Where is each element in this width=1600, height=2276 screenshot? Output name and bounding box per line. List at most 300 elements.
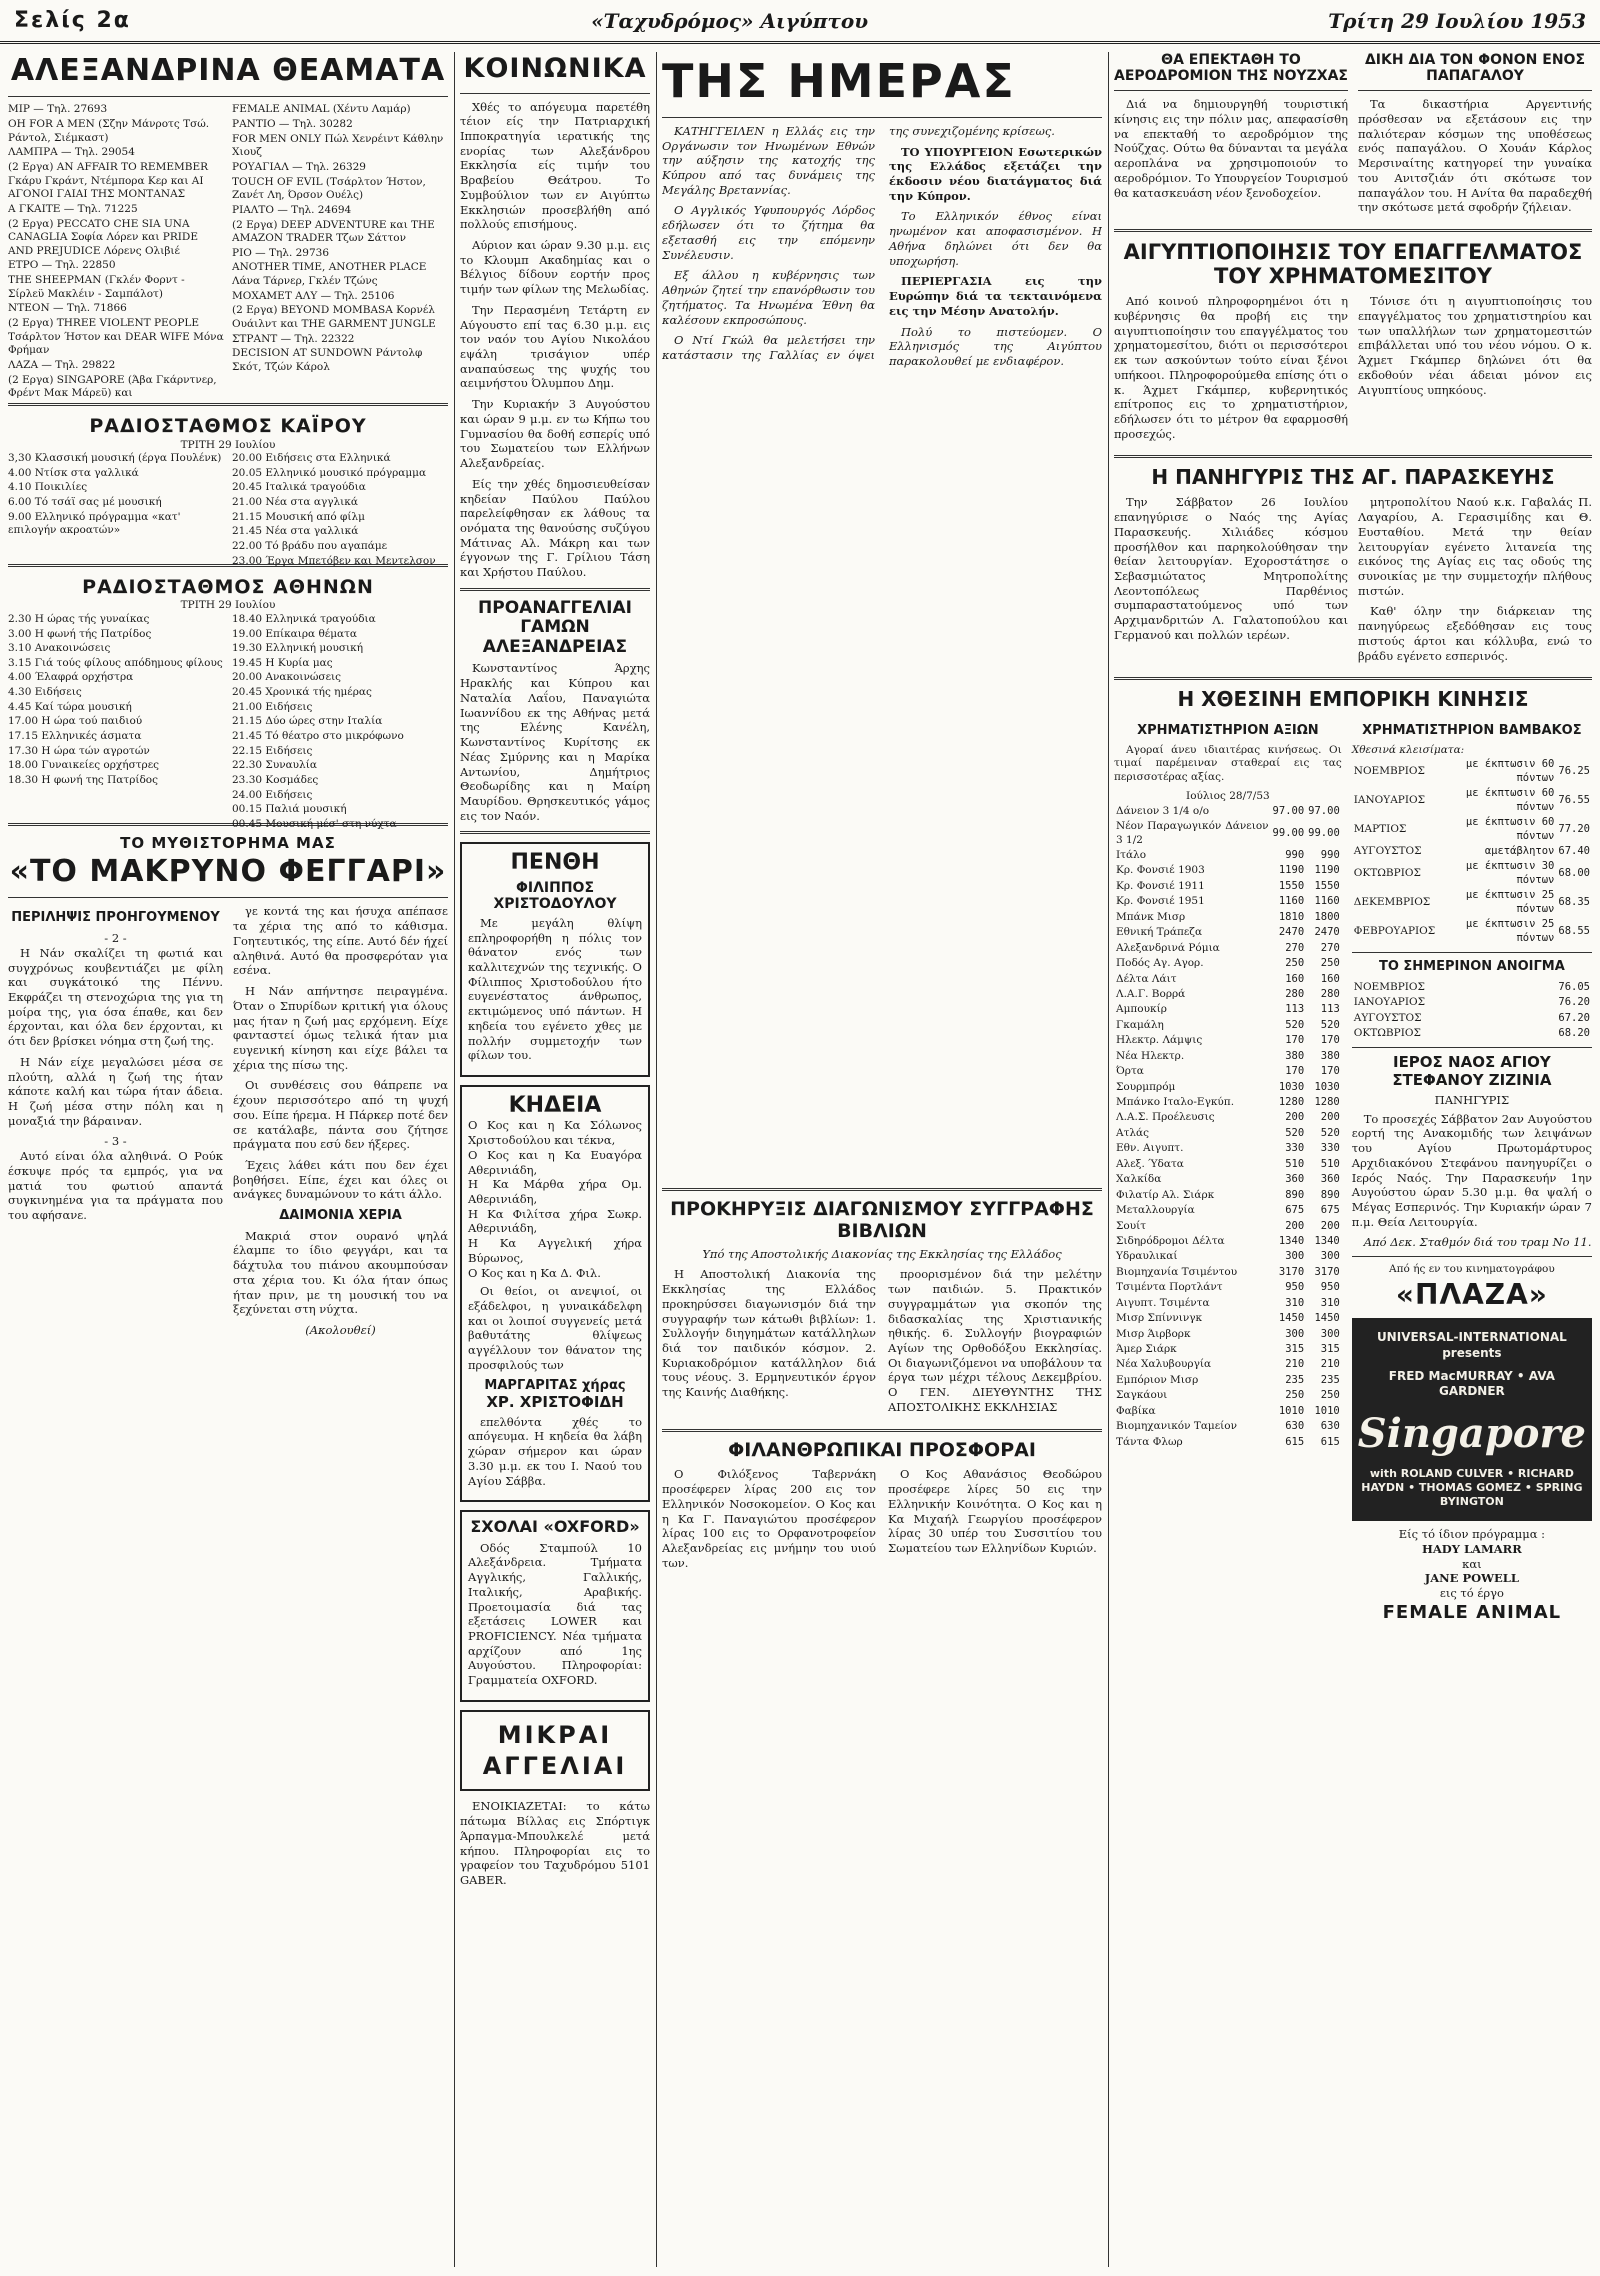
funerals-text: Οι θείοι, οι ανεψιοί, οι εξάδελφοι, η γυναικάδελφη και οι λοιποί συγγενείς μετά βαθυτάτης θλίψεως αγγέλλουν τον θάνατον της προσφιλούς των (468, 1284, 642, 1372)
plaza-co4: εις τό έργο (1439, 1586, 1504, 1601)
competition-left: Η Αποστολική Διακονία της Εκκλησίας της Ελλάδος προκηρύσσει διαγωνισμόν διά την συγγραφήν των κάτωθι βιβλίων: 1. Συλλογήν διηγημάτων κατάλληλων διά τον παιδικόν κόσμον. 2. Κυριακοδρόμιον κατάλληλον διά τους νέους. 3. Ερμηνευτικόν έργον της Καινής Διαθήκης. (662, 1267, 876, 1400)
widow-name: ΧΡ. ΧΡΙΣΤΟΦΙΔΗ (486, 1392, 624, 1411)
cotton-sub: Χθεσινά κλεισίματα: (1351, 743, 1465, 756)
radio-athens-right (232, 612, 448, 830)
daily-subhead: ΤΟ ΥΠΟΥΡΓΕΙΟΝ Εσωτερικών της Ελλάδος εξετάζει την έκδοσιν νέου διατάγματος διά την Κύπρον. (889, 144, 1102, 203)
cotton-row (1352, 757, 1592, 786)
stock-row (1114, 1172, 1342, 1187)
radio-slot: 4.00 Ντίσκ στα γαλλικά (8, 466, 139, 479)
stock-row-cell: Νέα Χαλυβουργία (1116, 1358, 1212, 1371)
radio-slot: 23.00 Έργα Μπετόβεν και Μεντελσον (232, 554, 436, 567)
radio-slot: 00.45 Μουσική μέσ' στη νύχτα (232, 817, 397, 830)
plaza-co2: και (1462, 1556, 1482, 1571)
stock-row-cell: 2470 (1314, 926, 1340, 939)
cotton-row-cell: αμετάβλητον (1484, 845, 1555, 857)
novel-paragraph: Οι συνθέσεις σου θάπρεπε να έχουν περισσότερο από τη ψυχή σου. Είπε ήρεμα. Η Πάρκερ ποτέ δεν σε κατάλαβε, πάντα σου ζήτησε πράγματα που εσύ δεν ήξερες. (233, 1078, 448, 1152)
competition-section (662, 1180, 1102, 2260)
stock-row-cell: 1160 (1314, 895, 1340, 908)
stock-row-cell: 3170 (1314, 1265, 1340, 1278)
stock-row-cell: 160 (1285, 972, 1305, 985)
stock-row-cell: Τσιμέντα Πορτλάντ (1116, 1281, 1223, 1294)
stock-row-cell: 97.00 (1308, 804, 1340, 817)
funeral-lines (468, 1118, 642, 1280)
stock-row-cell: 360 (1320, 1173, 1340, 1186)
novel-paragraph: Μακριά στον ουρανό ψηλά έλαμπε το ίδιο φεγγάρι, και τα δάχτυλα του πιάνου ακουμπούσαν στα χέρια του. Κι όλα ήταν όπως ήταν πριν, με τη μουσική του να ξεχύνεται στη νύχτα. (233, 1228, 448, 1317)
radio-slot: 17.30 Η ώρα τών αγροτών (8, 744, 150, 757)
novel-paragraph: Η Νάν απήντησε πειραγμένα. Όταν ο Σπυρίδων κριτική για όλους μας ήταν η ζωή μας ερχόμενη. Είχε φανταστεί όμως τελικά ήταν μια ευγενική κίνηση και είχε βάλει τα χέρια της πίσω της. (233, 984, 448, 1072)
stock-row-cell: 300 (1320, 1250, 1340, 1263)
today-row-cell: ΑΥΓΟΥΣΤΟΣ (1353, 1011, 1422, 1024)
page-number: Σελίς 2α (14, 8, 131, 33)
radio-slot: 3,30 Κλασσική μουσική (έργα Πουλένκ) (8, 452, 222, 465)
cotton-row-cell: με έκπτωσιν 25 πόντων (1465, 889, 1555, 915)
stock-row-cell: 270 (1320, 941, 1340, 954)
stock-row-cell: Νέον Παραγωγικόν Δάνειον 3 1/2 (1116, 820, 1269, 846)
widow-name-line: ΜΑΡΓΑΡΙΤΑΣ χήρας (484, 1377, 626, 1393)
ad-stars: FRED MacMURRAY • AVA GARDNER (1388, 1369, 1555, 1399)
column-2 (460, 52, 650, 2267)
novel-paragraph: Έχεις λάθει κάτι που δεν έχει βοηθήσει. Είπε, έχει και όλες οι ανάγκες δυναμώνουν το κάτι άλλο. (233, 1157, 448, 1202)
stock-row-cell: Δέλτα Λάιτ (1116, 972, 1177, 985)
cinemas-left (8, 103, 224, 400)
funeral-line: Η Κα Φιλίτσα χήρα Σωκρ. Αθερινιάδη, (468, 1206, 642, 1236)
stock-row (1114, 1388, 1342, 1403)
stock-row (1114, 1049, 1342, 1064)
radio-slot: 4.30 Ειδήσεις (8, 686, 82, 699)
oxford-text: Οδός Σταμπούλ 10 Αλεξάνδρεια. Τμήματα Αγγλικής, Γαλλικής, Ιταλικής, Αραβικής. Προετοιμασία διά τας εξετάσεις LOWER και PROFICIENCY. Νέα τμήματα αρχίζουν από 1ης Αυγούστου. Πληροφορίαι: Γραμματεία OXFORD. (468, 1540, 642, 1688)
stocks-date: Ιούλιος 28/7/53 (1186, 790, 1270, 803)
stockbrokers-title: ΑΙΓΥΠΤΙΟΠΟΙΗΣΙΣ ΤΟΥ ΕΠΑΓΓΕΛΜΑΤΟΣ ΤΟΥ ΧΡΗΜΑΤΟΜΕΣΙΤΟΥ (1123, 239, 1583, 289)
today-head: ΤΟ ΣΗΜΕΡΙΝΟΝ ΑΝΟΙΓΜΑ (1378, 959, 1565, 975)
stock-row-cell: 1340 (1314, 1234, 1340, 1247)
social-item: Είς την χθές δημοσιευθείσαν κηδείαν Παύλου Παύλου παρελείφθησαν εκ λάθους τα ονόματα της θανούσης συζύγου Μάτινας Αλ. Μάκρη και των έγγονων της Γ. Γρίλιου Τάση και Χρήστου Παύλου. (460, 476, 650, 580)
stock-row-cell: Μεταλλουργία (1116, 1204, 1195, 1217)
cotton-row-cell: ΟΚΤΩΒΡΙΟΣ (1353, 867, 1421, 880)
stock-row-cell: 280 (1320, 987, 1340, 1000)
stock-row (1114, 1126, 1342, 1141)
stock-row-cell: 250 (1285, 957, 1305, 970)
stock-row-cell: 250 (1320, 1389, 1340, 1402)
stock-row (1114, 1064, 1342, 1079)
stock-row-cell: Φιλατίρ Αλ. Σιάρκ (1116, 1188, 1215, 1201)
cotton-row-cell: 67.40 (1558, 845, 1590, 857)
social-item: Την Κυριακήν 3 Αυγούστου και ώραν 9 μ.μ. εν τω Κήπω του Γυμνασίου θα δοθή εσπερίς υπό του Σωματείου των Ελλήνων Αλεξανδρείας. (460, 397, 650, 471)
stock-row (1114, 1157, 1342, 1172)
cinema-listing: ΡΟΥΑΓΙΑΛ — Τηλ. 26329 (232, 160, 366, 173)
radio-slot: 20.00 Ειδήσεις στα Ελληνικά (232, 452, 391, 465)
cinema-listing: (2 Εργα) DEEP ADVENTURE και THE AMAZON TRADER Τζων Σάττον (232, 218, 435, 245)
today-row (1352, 980, 1592, 995)
church-text: Το προσεχές Σάββατον 2αν Αυγούστου εορτή της Ανακομιδής των λειψάνων του Αγίου Πρωτομάρτυρος Αρχιδιακόνου Στεφάνου πανηγυρίζει ο Ιερός Ναός. Την Παρασκευήν 1ην Αυγούστου ώραν 5.30 μ.μ. θα ψαλή ο Μέγας Εσπερινός. Την Κυριακήν ώραν 7 π.μ. Θεία Λειτουργία. (1351, 1111, 1592, 1229)
weddings-title: ΠΡΟΑΝΑΓΓΕΛΙΑΙ ΓΑΜΩΝ ΑΛΕΞΑΝΔΡΕΙΑΣ (478, 597, 632, 657)
stock-row-cell: Νέα Ηλεκτρ. (1116, 1049, 1185, 1062)
radio-slot: 4.45 Καί τώρα μουσική (8, 700, 132, 713)
today-row (1352, 1026, 1592, 1041)
stock-row-cell: 1190 (1314, 864, 1340, 877)
plaza-co1: HADY LAMARR (1422, 1541, 1522, 1556)
widow-text: επελθόντα χθές το απόγευμα. Η κηδεία θα λάβη χώραν σήμερον και ώραν 3.30 μ.μ. εκ του Ι. Ναού του Αγίου Σάββα. (468, 1414, 642, 1488)
stock-row-cell: 235 (1320, 1373, 1340, 1386)
stock-row (1114, 1002, 1342, 1017)
stock-row-cell: 250 (1285, 1389, 1305, 1402)
cotton-row-cell: 68.35 (1558, 896, 1590, 909)
stock-row (1114, 1435, 1342, 1450)
stock-row-cell: Δάνειον 3 1/4 ο/ο (1116, 804, 1210, 817)
stock-row-cell: 315 (1320, 1343, 1340, 1355)
cotton-head: ΧΡΗΜΑΤΙΣΤΗΡΙΟΝ ΒΑΜΒΑΚΟΣ (1362, 723, 1582, 739)
daily-paragraph: Ο Ντί Γκώλ θα μελετήσει την κατάστασιν της Γαλλίας εν όψει της συνεχιζομένης κρίσεως. (662, 123, 1055, 362)
competition-right: προορισμένον διά την μελέτην των παιδιών. 5. Πρακτικόν συγγραμμάτων για σκοπόν της διδασκαλίας της Χριστιανικής ηθικής. 6. Συλλογήν βιογραφιών Αγίων της Ορθοδόξου Εκκλησίας. Οι διαγωνιζόμενοι να υποβάλουν τα έργα των μέχρι τέλους Δεκεμβρίου. Ο ΓΕΝ. ΔΙΕΥΘΥΝΤΗΣ ΤΗΣ ΑΠΟΣΤΟΛΙΚΗΣ ΕΚΚΛΗΣΙΑΣ (888, 1267, 1102, 1414)
mourning-name: ΦΙΛΙΠΠΟΣ ΧΡΙΣΤΟΔΟΥΛΟΥ (493, 879, 617, 912)
novel-kicker: ΤΟ ΜΥΘΙΣΤΟΡΗΜΑ ΜΑΣ (120, 833, 336, 852)
novel-subhead: ΔΑΙΜΟΝΙΑ ΧΕΡΙΑ (279, 1208, 402, 1224)
radio-cairo-right (232, 452, 448, 567)
cinema-listing: ΡΑΝΤΙΟ — Τηλ. 30282 (232, 118, 353, 131)
stock-row (1114, 987, 1342, 1002)
cotton-row-cell: ΙΑΝΟΥΑΡΙΟΣ (1353, 793, 1426, 806)
stock-row-cell: 615 (1285, 1435, 1305, 1448)
stock-row-cell: Αλεξανδρινά Ρόμια (1116, 941, 1220, 954)
stock-row-cell: Σαγκάουι (1116, 1389, 1168, 1402)
novel-title: «ΤΟ ΜΑΚΡΥΝΟ ΦΕΓΓΑΡΙ» (9, 854, 447, 890)
stock-row-cell: Αιγυπτ. Τσιμέντα (1116, 1296, 1210, 1309)
cinema-listing: FOR MEN ONLY Πώλ Χενρέιντ Κάθλην Χιουζ (232, 132, 444, 159)
cinema-listing: THE SHEEPMAN (Γκλέν Φορντ - Σίρλεϋ Μακλέιν - Σαμπάλοτ) (8, 274, 185, 300)
cinema-listing: Α ΓΚΑΙΤΕ — Τηλ. 71225 (8, 202, 138, 215)
cinema-listing: TOUCH OF EVIL (Τσάρλτον Ήστον, Ζανέτ Λη, Όρσον Ουέλς) (232, 175, 426, 202)
social-item: Χθές το απόγευμα παρετέθη τέιον είς την Πατριαρχική Ιπποκρατηγία ιερατικής της ενορίας των Αλεξάνδρου Εκκλησία είς τιμήν του Βραβείου Θεάτρου. Το Συμβούλιον των εν Αιγύπτω Εκκλησιών προσεβλήθη από πολλούς επισήμους. (460, 99, 650, 232)
cotton-row-cell: με έκπτωσιν 60 πόντων (1465, 758, 1555, 784)
issue-date: Τρίτη 29 Ιουλίου 1953 (1328, 8, 1586, 33)
stock-row-cell: 615 (1320, 1435, 1340, 1448)
stock-row (1114, 1311, 1342, 1326)
stock-row (1114, 1141, 1342, 1156)
ad-cast: with ROLAND CULVER • RICHARD HAYDN • THOMAS GOMEZ • SPRING BYINGTON (1361, 1467, 1583, 1509)
stock-row-cell: 250 (1320, 957, 1340, 970)
stockbrokers-left: Από κοινού πληροφορημένοι ότι η κυβέρνησις θα προβή εις την αιγυπτιοποίησιν του επαγγέλματος του χρηματομεσίτου, διότι οι περισσότεροι εκ των ασκούντων τούτο είναι ξένοι υπήκοοι. Πληροφορούμεθα επίσης ότι ο κ. Άχμετ Γκάμπερ, κυβερνητικός επίτροπος εις το χρηματιστήριον, εδήλωσεν ότι το μέτρον θα εφαρμοσθή προσεχώς. (1114, 294, 1348, 441)
stock-row-cell: 113 (1320, 1003, 1340, 1016)
mourning-text: Με μεγάλη θλίψη επληροφορήθη η πόλις τον θάνατον ενός των καλλιτεχνών της τεχνικής. Ο Φίλιππος Χριστοδούλου ήτο ευγενέστατος άνθρωπος, εκτιμώμενος υπό πάντων. Η κηδεία του εγένετο χθες με πολλήν συμμετοχήν των φίλων του. (468, 915, 642, 1063)
radio-slot: 20.05 Ελληνικό μουσικό πρόγραμμα (232, 466, 427, 479)
radio-slot: 21.15 Δύο ώρες στην Ιταλία (232, 715, 383, 728)
stock-row-cell: 300 (1320, 1327, 1340, 1340)
stock-row-cell: 510 (1285, 1157, 1305, 1170)
stocks-head: ΧΡΗΜΑΤΙΣΤΗΡΙΟΝ ΑΞΙΩΝ (1137, 723, 1319, 739)
column-3 (662, 52, 1102, 1172)
stock-row-cell: 3170 (1278, 1265, 1305, 1278)
stock-row-cell: 99.00 (1272, 826, 1305, 839)
cinemas-title: ΑΛΕΞΑΝΔΡΙΝΑ ΘΕΑΜΑΤΑ (10, 53, 446, 88)
radio-slot: 22.00 Τό βράδυ που αγαπάμε (232, 539, 388, 552)
cotton-row-cell: 77.20 (1558, 822, 1590, 835)
stock-row (1114, 804, 1342, 819)
trial-text: Τα δικαστήρια Αργεντινής πρόσθεσαν να εξετάσουν εις την παλιότεραν κόσμων της υποθέσεως ενός παπαγάλου. Ο Χουάν Κάρλος Μερσιναίτης κατηγορεί την γυναίκα του Ανιτσζιάν ότι σκότωσε τον παπαγάλον του. Η Ανίτα θα παραδεχθή την σκότωσε μετά σφοδρήν ζήλειαν. (1358, 97, 1592, 215)
stock-row (1114, 1234, 1342, 1249)
feast-left: Την Σάββατον 26 Ιουλίου επανηγύρισε ο Ναός της Αγίας Παρασκευής. Χιλιάδες κόσμου προσήλθον και παρηκολούθησαν την θείαν λειτουργίαν. Εχοροστάτησε ο Σεβασμιώτατος Μητροπολίτης Λεοντοπόλεως Παρθένιος συμπαραστατούμενος υπό των Αρχιμανδριτών Λ. Γαλατοπούλου και Γερμανού και πολλών ιερέων. (1114, 495, 1348, 642)
column-right (1114, 52, 1592, 2267)
stock-row (1114, 1095, 1342, 1110)
stock-row-cell: 200 (1285, 1111, 1305, 1124)
social-title: ΚΟΙΝΩΝΙΚΑ (463, 53, 647, 84)
today-row-cell: 68.20 (1558, 1027, 1590, 1039)
cotton-row (1352, 786, 1592, 815)
church-title: ΙΕΡΟΣ ΝΑΟΣ ΑΓΙΟΥ ΣΤΕΦΑΝΟΥ ΖΙΖΙΝΙΑ (1392, 1053, 1552, 1089)
cinema-listing: DECISION AT SUNDOWN Ράντολφ Σκότ, Τζών Κάρολ (232, 347, 423, 373)
radio-slot: 20.45 Χρονικά τής ημέρας (232, 686, 372, 699)
oxford-title: ΣΧΟΛΑΙ «OXFORD» (470, 1517, 640, 1537)
stock-row-cell: 170 (1320, 1034, 1340, 1047)
donations-left: Ο Φιλόξενος Ταβερνάκη προσέφερεν λίρας 200 εις τον Ελληνικόν Νοσοκομείον. Ο Κος και η Κα Γ. Παναγιώτου προσέφερον λίρας 100 εις το Ορφανοτροφείον Αλεξανδρείας εις μνήμην του υιού των. (662, 1467, 876, 1570)
stock-row (1114, 1219, 1342, 1234)
ad-studio: UNIVERSAL-INTERNATIONAL presents (1376, 1330, 1567, 1360)
radio-athens-left (8, 613, 224, 815)
plaza-title: «ΠΛΑΖΑ» (1395, 1277, 1548, 1311)
stock-row (1114, 925, 1342, 940)
donations-title: ΦΙΛΑΝΘΡΩΠΙΚΑΙ ΠΡΟΣΦΟΡΑΙ (728, 1438, 1036, 1461)
cinema-listing: (2 Εργα) SINGAPORE (Άβα Γκάρντνερ, Φρέντ Μακ Μάρεϋ) και (8, 373, 217, 400)
stock-row-cell: 1030 (1278, 1080, 1305, 1093)
radio-slot: 22.30 Συναυλία (232, 759, 317, 772)
stock-row-cell: Μπάνκ Μισρ (1116, 910, 1186, 923)
cinema-listing: ΡΙΟ — Τηλ. 29736 (232, 246, 330, 259)
stock-row-cell: 2470 (1278, 926, 1305, 939)
today-row-cell: 76.20 (1558, 996, 1590, 1009)
stock-row-cell: 170 (1285, 1034, 1305, 1047)
stock-row-cell: 210 (1285, 1358, 1305, 1371)
stock-row-cell: 380 (1285, 1049, 1305, 1062)
today-row-cell: ΙΑΝΟΥΑΡΙΟΣ (1353, 996, 1426, 1009)
today-table (1352, 980, 1592, 1042)
stock-row (1114, 1296, 1342, 1311)
stock-row-cell: 1010 (1278, 1404, 1305, 1417)
cotton-row-cell: ΦΕΒΡΟΥΑΡΙΟΣ (1353, 924, 1436, 937)
today-row-cell: ΝΟΕΜΒΡΙΟΣ (1353, 980, 1425, 993)
stock-row-cell: 1450 (1278, 1312, 1305, 1325)
today-row-cell: 67.20 (1558, 1011, 1590, 1024)
commerce-title: Η ΧΘΕΣΙΝΗ ΕΜΠΟΡΙΚΗ ΚΙΝΗΣΙΣ (1177, 687, 1529, 712)
stock-row-cell: Άμερ Σιάρκ (1116, 1343, 1177, 1355)
radio-cairo-left (8, 452, 224, 556)
stock-row-cell: 380 (1320, 1049, 1340, 1062)
cinema-listing: ΡΙΑΛΤΟ — Τηλ. 24694 (232, 203, 352, 216)
radio-slot: 18.30 Η φωνή της Πατρίδος (8, 773, 159, 786)
today-row-cell: ΟΚΤΩΒΡΙΟΣ (1353, 1027, 1421, 1039)
funeral-line: Ο Κος και η Κα Σόλωνος Χριστοδούλου και τέκνα, (468, 1118, 642, 1148)
radio-slot: 4.10 Ποικιλίες (8, 481, 88, 494)
stock-row-cell: Εθνική Τράπεζα (1116, 926, 1203, 939)
social-item: Την Περασμένη Τετάρτη εν Αύγουστο επί τας 6.30 μ.μ. εις τον ναόν του Αγίου Νικολάου εψάλη τρισάγιον υπέρ αναπαύσεως της ψυχής του αειμνήστου Όλυμπου Δημ. (460, 302, 650, 391)
stock-row-cell: Σιδηρόδρομοι Δέλτα (1116, 1234, 1225, 1247)
funeral-line: Ο Κος και η Κα Δ. Φιλ. (468, 1265, 601, 1280)
radio-slot: 19.00 Επίκαιρα θέματα (232, 627, 358, 640)
stock-row-cell: 280 (1285, 987, 1305, 1000)
stock-row-cell: Αλεξ. Ύδατα (1116, 1157, 1184, 1170)
stock-row-cell: 1280 (1278, 1096, 1305, 1108)
cinema-listing: ΝΤΕΟΝ — Τηλ. 71866 (8, 302, 127, 315)
cinema-listing: ΜΙΡ — Τηλ. 27693 (8, 103, 108, 116)
cinema-listing: ΜΟΧΑΜΕΤ ΑΛΥ — Τηλ. 25106 (232, 289, 395, 302)
radio-slot: 19.45 Η Κυρία μας (232, 656, 333, 669)
stock-row-cell: Βιομηχανικόν Ταμείον (1116, 1420, 1238, 1433)
radio-slot: 24.00 Ειδήσεις (232, 788, 313, 801)
stock-row (1114, 1357, 1342, 1372)
daily-paragraph: Ο Αγγλικός Υφυπουργός Λόρδος εδήλωσεν ότι το ζήτημα θα εξετασθή εις την επόμενην Συνέλευσιν. (662, 203, 875, 262)
donations-right: Ο Κος Αθανάσιος Θεοδώρου προσέφερε λίρες 50 εις την Ελληνικήν Κοινότητα. Ο Κος και η Κα Μιχαήλ Γεωργίου προσέφερον λίρας 30 υπέρ του Συσσιτίου του Σωματείου των Ελληνίδων Κυριών. (888, 1467, 1102, 1556)
stock-row-cell: 520 (1285, 1018, 1305, 1031)
ad-film-title: Singapore (1357, 1409, 1586, 1457)
stock-row (1114, 1280, 1342, 1295)
novel-part2-no: - 3 - (104, 1134, 127, 1149)
radio-slot: 6.00 Τό τσάϊ σας μέ μουσική (8, 496, 162, 509)
stock-row (1114, 910, 1342, 925)
stock-row (1114, 941, 1342, 956)
stock-row-cell: 1810 (1278, 910, 1305, 923)
mourning-title: ΠΕΝΘΗ (510, 850, 600, 876)
stock-row-cell: Ατλάς (1116, 1126, 1150, 1139)
classifieds-title: ΜΙΚΡΑΙ ΑΓΓΕΛΙΑΙ (460, 1710, 650, 1791)
social-item: Αύριον και ώραν 9.30 μ.μ. εις το Κλουμπ Ακαδημίας και ο Βέλγιος δίδουν εορτήν προς τιμήν των φίλων της Μελωδίας. (460, 238, 650, 297)
radio-athens-schedule (8, 612, 448, 830)
radio-slot: 3.15 Γιά τούς φίλους απόδημους φίλους (8, 656, 223, 669)
stock-row-cell: Ηλεκτρ. Λάμψις (1116, 1034, 1203, 1047)
stock-row-cell: 1030 (1314, 1080, 1340, 1093)
cinema-listing: ΕΤΡΟ — Τηλ. 22850 (8, 259, 116, 272)
stock-row-cell: Φαβίκα (1116, 1404, 1156, 1417)
stock-row-cell: 890 (1320, 1188, 1340, 1201)
cinema-listing: (2 Εργα) PECCATO CHE SIA UNA CANAGLIA Σοφία Λόρεν και PRIDE AND PREJUDICE Λόρενς Ολιβιέ (8, 217, 199, 257)
stock-row (1114, 1188, 1342, 1203)
plaza-intro: Από ής εν του κινηματογράφου (1389, 1263, 1555, 1276)
stock-row-cell: 510 (1320, 1157, 1340, 1170)
stock-row-cell: 310 (1320, 1296, 1340, 1309)
radio-slot: 9.00 Ελληνικό πρόγραμμα «κατ' επιλογήν ακροατών» (8, 510, 181, 537)
church-route: Από Δεκ. Σταθμόν διά του τραμ Νο 11. (1363, 1235, 1592, 1250)
stock-row (1114, 1327, 1342, 1342)
masthead (0, 0, 1600, 44)
plaza-program: Είς τό ίδιον πρόγραμμα : (1398, 1527, 1546, 1542)
cotton-row (1352, 844, 1592, 859)
novel-paragraph: Η Νάν είχε μεγαλώσει μέσα σε πλούτη, αλλά η ζωή της ήταν κάποτε καλή και τώρα ήταν άδεια. Η ζωή μέσα στην πόλη και η μοναξιά την βάραιναν. (8, 1054, 223, 1128)
feast-title: Η ΠΑΝΗΓΥΡΙΣ ΤΗΣ ΑΓ. ΠΑΡΑΣΚΕΥΗΣ (1151, 465, 1555, 490)
stock-row-cell: Ιτάλο (1116, 849, 1147, 861)
novel-paragraph: Η Νάν σκαλίζει τη φωτιά και συγχρόνως κουβεντιάζει με φίλη και συγκάτοικό της Πέννυ. Εκφράζει τη στενοχώρια της για τη μοίρα της, για όσα έπαθε, και δεν έρχονται, και όλα δεν έρχονται, κι ότι δεν βρίσκει νόημα στη ζωή της. (8, 945, 223, 1049)
cotton-row-cell: 68.00 (1558, 867, 1590, 880)
stock-row (1114, 1419, 1342, 1434)
radio-slot: 22.15 Ειδήσεις (232, 744, 313, 757)
funeral-line: Η Κα Μάρθα χήρα Ομ. Αθερινιάδη, (468, 1177, 642, 1206)
stock-row-cell: 950 (1285, 1281, 1305, 1294)
column-1 (8, 52, 448, 2267)
feast-right: μητροπολίτου Ναού κ.κ. Γαβαλάς Π. Λαγαρίου, Α. Γερασιμίδης και Θ. Ευσταθίου. Μετά την θείαν λειτουργίαν εγένετο λιτανεία της εικόνος της Αγίας εις τας οδούς της συνοικίας με την συμμετοχήν πλήθους πιστών. (1358, 495, 1592, 598)
stocks-intro: Αγοραί άνευ ιδιαιτέρας κινήσεως. Οι τιμαί παρέμειναν σταθεραί εις τας περισσοτέρας αξίας. (1114, 743, 1342, 783)
stock-row-cell: 200 (1285, 1219, 1305, 1232)
daily-paragraph: ΚΑΤΗΓΓΕΙΛΕΝ η Ελλάς εις την Οργάνωσιν τον Ηνωμένων Εθνών την αύξησιν της κατοχής της Κύπρου από τας δυνάμεις της Μεγάλης Βρεταννίας. (662, 123, 875, 197)
cotton-row-cell: με έκπτωσιν 60 πόντων (1465, 787, 1555, 813)
radio-athens-title: ΡΑΔΙΟΣΤΑΘΜΟΣ ΑΘΗΝΩΝ (82, 576, 374, 599)
classifieds-text: ΕΝΟΙΚΙΑΖΕΤΑΙ: το κάτω πάτωμα Βίλλας εις Σπόρτιγκ Άρπαγμα-Μπουλκελέ μετά κήπου. Πληροφορίαι εις το γραφείον του Ταχυδρόμου 5101 GABER. (460, 1799, 650, 1887)
cinema-listing: ΛΑΖΑ — Τηλ. 29822 (8, 358, 116, 371)
stock-row-cell: Εθν. Αιγυπτ. (1116, 1142, 1184, 1155)
stock-row-cell: Κρ. Φονσιέ 1951 (1116, 895, 1205, 908)
stock-row-cell: 1160 (1278, 895, 1305, 908)
stock-row-cell: 630 (1320, 1420, 1340, 1433)
cotton-row (1352, 917, 1592, 946)
cotton-row-cell: 68.55 (1558, 924, 1590, 937)
cinema-listing: (2 Εργα) BEYOND MOMBASA Κορνέλ Ουάιλντ και THE GARMENT JUNGLE (232, 304, 436, 330)
stock-row-cell: 990 (1285, 849, 1305, 861)
stock-row-cell: 1550 (1278, 879, 1305, 892)
stock-row-cell: 97.00 (1272, 804, 1305, 817)
stock-row-cell: 1190 (1278, 864, 1305, 877)
stockbrokers-right: Τόνισε ότι η αιγυπτιοποίησις του επαγγέλματος του χρηματιστηρίου και των υπαλλήλων των χρηματομεσιτών επιβάλλεται υπό του νέου νόμου. Ο κ. Άχμετ Γκάμπερ δηλώνει ότι θα εκδοθούν νέαι άδειαι μόνον εις Αιγυπτίους υπηκόους. (1358, 294, 1592, 397)
radio-cairo-day: ΤΡΙΤΗ 29 Ιουλίου (180, 438, 276, 451)
stocks-table (1114, 804, 1342, 1450)
stock-row-cell: Αμπουκίρ (1116, 1003, 1167, 1016)
radio-slot: 19.30 Ελληνική μουσική (232, 642, 364, 655)
radio-athens-day: ΤΡΙΤΗ 29 Ιουλίου (180, 599, 276, 612)
stock-row-cell: Μπάνκο Ιταλο-Εγκύπ. (1116, 1096, 1235, 1108)
stock-row-cell: 630 (1285, 1420, 1305, 1433)
cotton-row-cell: ΔΕΚΕΜΒΡΙΟΣ (1353, 896, 1431, 909)
stock-row-cell: 1550 (1314, 879, 1340, 892)
stock-row-cell: Κρ. Φονσιέ 1911 (1116, 879, 1205, 892)
paper-name: «Ταχυδρόμος» Αιγύπτου (591, 8, 869, 33)
radio-slot: 00.15 Παλιά μουσική (232, 803, 347, 816)
daily-title: ΤΗΣ ΗΜΕΡΑΣ (662, 54, 1016, 108)
competition-title: ΠΡΟΚΗΡΥΞΙΣ ΔΙΑΓΩΝΙΣΜΟΥ ΣΥΓΓΡΑΦΗΣ ΒΙΒΛΙΩΝ (670, 1198, 1094, 1242)
today-row (1352, 1011, 1592, 1026)
stock-row-cell: 235 (1285, 1373, 1305, 1386)
cotton-row-cell: ΝΟΕΜΒΡΙΟΣ (1353, 765, 1425, 778)
stock-row-cell: Κρ. Φονσιέ 1903 (1116, 864, 1205, 877)
stock-row-cell: Λ.Α.Σ. Προέλευσις (1116, 1111, 1215, 1124)
airport-text: Διά να δημιουργηθή τουριστική κίνησις εις την πόλιν μας, απεφασίσθη να επεκταθή το αεροδρόμιον της Νούζχας. Ούτω θα δύνανται τα μεγάλα αεροπλάνα να χρησιμοποιούν το αεροδρόμιον. Το Υπουργείον Τουρισμού θα κατασκευάση νέον ξενοδοχείον. (1114, 97, 1348, 200)
stock-row-cell: 520 (1285, 1126, 1305, 1139)
stock-row (1114, 1265, 1342, 1280)
radio-slot: 21.00 Ειδήσεις (232, 700, 313, 713)
cotton-table (1352, 757, 1592, 946)
radio-slot: 3.10 Ανακοινώσεις (8, 642, 111, 655)
cinema-listing: ΛΑΜΠΡΑ — Τηλ. 29054 (8, 146, 135, 159)
stock-row-cell: Χαλκίδα (1116, 1173, 1162, 1186)
radio-slot: 23.30 Κοσμάδες (232, 773, 319, 786)
stock-row (1114, 1404, 1342, 1419)
stock-row-cell: Σουρμπρόμ (1116, 1080, 1176, 1093)
daily-paragraph: Εξ άλλου η κυβέρνησις των Αθηνών ζητεί την επανόρθωσιν του ζητήματος. Τα Ηνωμένα Έθνη θα καλέσουν εκπροσώπους. (662, 268, 875, 327)
stock-row (1114, 819, 1342, 848)
radio-slot: 3.00 Η φωνή τής Πατρίδος (8, 627, 152, 640)
radio-slot: 21.45 Νέα στα γαλλικά (232, 525, 359, 538)
stock-row-cell: 1800 (1314, 910, 1340, 923)
stock-row-cell: 990 (1320, 849, 1340, 861)
novel-summary-head: ΠΕΡΙΛΗΨΙΣ ΠΡΟΗΓΟΥΜΕΝΟΥ (11, 910, 220, 926)
radio-slot: 21.15 Μουσική από φίλμ (232, 510, 365, 523)
column-divider (454, 52, 455, 2267)
cinema-listing: ANOTHER TIME, ANOTHER PLACE Λάνα Τάρνερ, Γκλέν Τζώνς (232, 261, 427, 288)
stock-row (1114, 879, 1342, 894)
stock-row-cell: Υδραυλικαί (1116, 1250, 1178, 1263)
stock-row-cell: 160 (1320, 972, 1340, 985)
today-row-cell: 76.05 (1558, 980, 1590, 993)
novel-part-no: - 2 - (104, 931, 127, 946)
stock-row-cell: 113 (1285, 1003, 1305, 1016)
stock-row-cell: 520 (1320, 1018, 1340, 1031)
stock-row (1114, 1373, 1342, 1388)
airport-title: ΘΑ ΕΠΕΚΤΑΘΗ ΤΟ ΑΕΡΟΔΡΟΜΙΟΝ ΤΗΣ ΝΟΥΖΧΑΣ (1114, 52, 1348, 85)
daily-paragraph: Το Ελληνικόν έθνος είναι ηνωμένον και αποφασισμένον. Η Αθήνα δηλώνει ότι δεν θα υποχωρήση. (889, 209, 1102, 268)
stock-row (1114, 956, 1342, 971)
cinema-listing: ΣΤΡΑΝΤ — Τηλ. 22322 (232, 332, 355, 345)
